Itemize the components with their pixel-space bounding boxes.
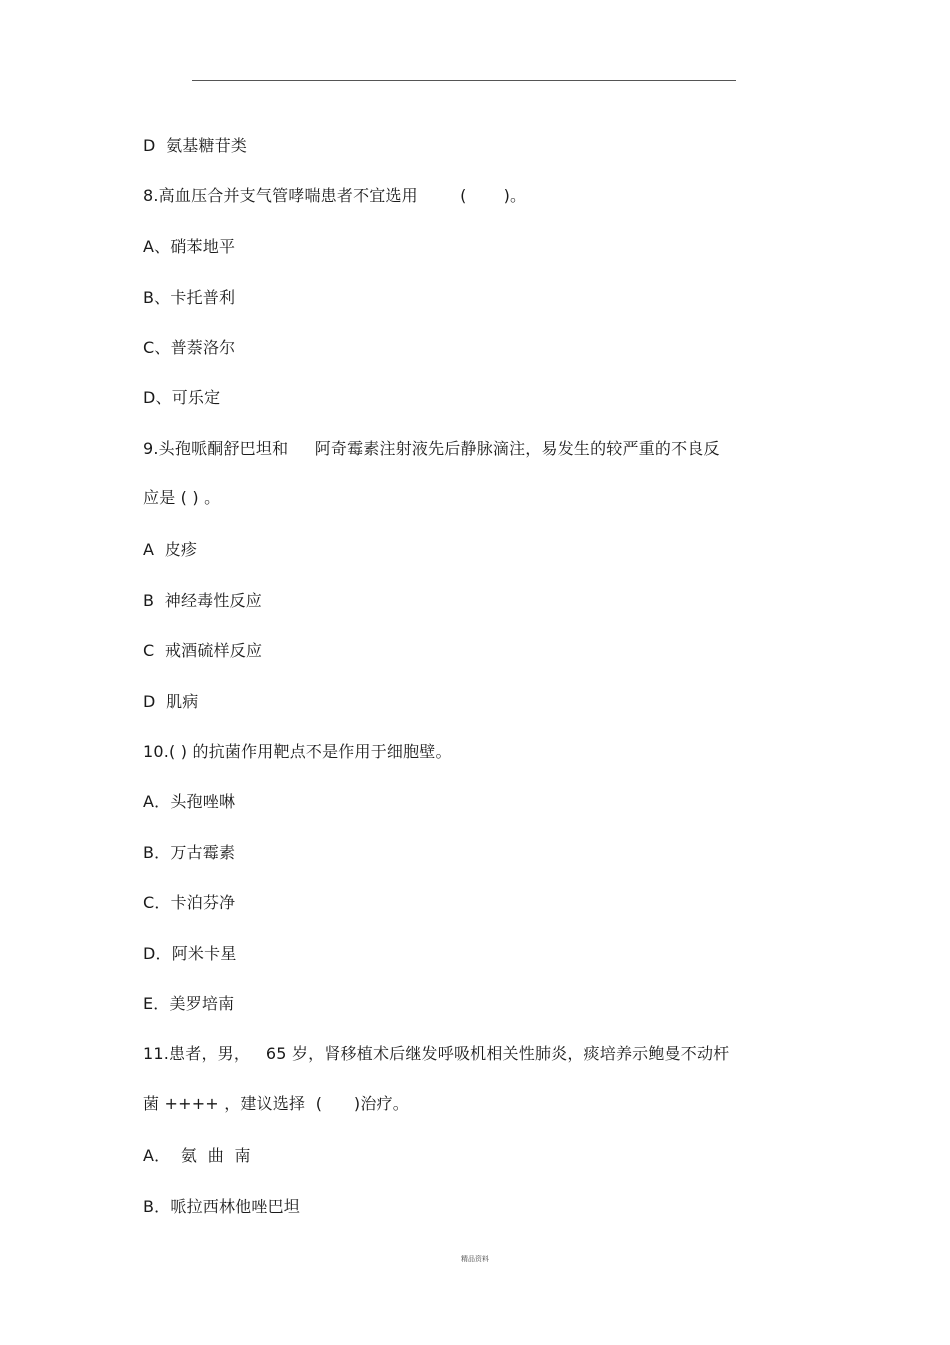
option-10e: E．美罗培南 xyxy=(143,994,235,1013)
option-11b: B．哌拉西林他唑巴坦 xyxy=(143,1197,300,1216)
question-11-line-2: 菌 ++++ ，建议选择 ( )治疗。 xyxy=(143,1094,409,1113)
question-10: 10.( ) 的抗菌作用靶点不是作用于细胞壁。 xyxy=(143,742,452,761)
option-10b: B．万古霉素 xyxy=(143,843,236,862)
option-9d: D 肌病 xyxy=(143,692,199,711)
question-11-line-1: 11.患者，男， 65 岁，肾移植术后继发呼吸机相关性肺炎，痰培养示鲍曼不动杆 xyxy=(143,1044,730,1063)
option-10a: A．头孢唑啉 xyxy=(143,792,236,811)
option-10d: D．阿米卡星 xyxy=(143,944,237,963)
question-9-line-2: 应是 ( ) 。 xyxy=(143,488,221,507)
option-9b: B 神经毒性反应 xyxy=(143,591,262,610)
question-9-line-1: 9.头孢哌酮舒巴坦和 阿奇霉素注射液先后静脉滴注，易发生的较严重的不良反 xyxy=(143,439,720,458)
option-7d: D 氨基糖苷类 xyxy=(143,136,248,155)
option-8c: C、普萘洛尔 xyxy=(143,338,236,357)
option-8a: A、硝苯地平 xyxy=(143,237,236,256)
header-rule xyxy=(192,80,736,81)
option-11a: A． 氨 曲 南 xyxy=(143,1146,251,1165)
page-footer: 精品资料 xyxy=(461,1255,489,1263)
option-9a: A 皮疹 xyxy=(143,540,198,559)
option-10c: C．卡泊芬净 xyxy=(143,893,236,912)
option-8d: D、可乐定 xyxy=(143,388,221,407)
question-8: 8.高血压合并支气管哮喘患者不宜选用 ( )。 xyxy=(143,186,527,205)
option-9c: C 戒酒硫样反应 xyxy=(143,641,263,660)
option-8b: B、卡托普利 xyxy=(143,288,236,307)
